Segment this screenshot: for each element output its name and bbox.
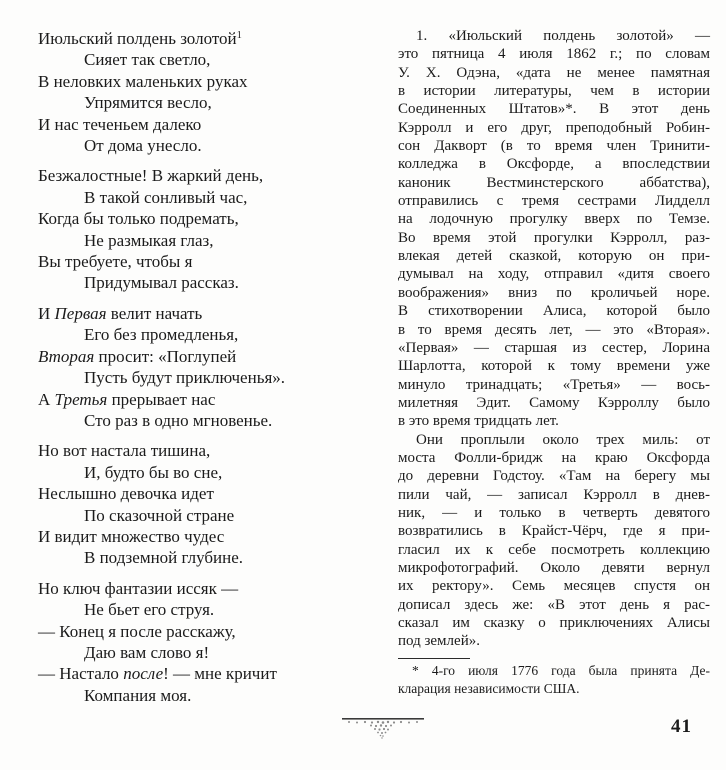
- poem-text-segment: Его без промедленья,: [84, 325, 239, 345]
- poem-text-segment: Сто раз в одно мгновенье.: [84, 410, 273, 430]
- commentary-line: гласил их к себе посмотреть коллекцию: [398, 541, 710, 558]
- footnote-line: * 4-го июля 1776 года была принята Де-: [412, 662, 710, 678]
- commentary-line: их ректору». Семь месяцев спустя он: [398, 578, 710, 595]
- commentary-line: Во время этой прогулки Кэрролл, раз-: [398, 229, 710, 246]
- poem-line: [38, 505, 353, 526]
- commentary-line: Они проплыли около трех миль: от: [416, 431, 710, 448]
- commentary-line: ник, — и только в четверть девятого: [398, 504, 710, 521]
- poem-text-segment: Придумывал рассказ.: [84, 273, 239, 293]
- poem-text-segment: По сказочной стране: [84, 505, 235, 525]
- poem-text-segment: И, будто бы во сне,: [84, 462, 223, 482]
- poem-text-segment: И: [38, 303, 55, 323]
- tailpiece-ornament: [341, 716, 425, 740]
- poem-line: [38, 49, 353, 70]
- commentary-line: в то время десять лет, — это «Вторая».: [398, 321, 710, 338]
- footnote-line: кларация независимости США.: [398, 681, 580, 697]
- poem-line: [38, 28, 353, 49]
- poem-line: [38, 621, 353, 642]
- commentary-line: микрофотографий. Около девяти вернул: [398, 559, 710, 576]
- poem-line: [38, 367, 353, 388]
- poem-line: [38, 642, 353, 663]
- poem-line: [38, 165, 353, 186]
- poem-line: [38, 303, 353, 324]
- poem-line: [38, 324, 353, 345]
- poem-line: [38, 547, 353, 568]
- commentary-line: каноник Вестминстерского аббатства),: [398, 174, 710, 191]
- poem-stanza: [38, 165, 353, 293]
- commentary-line: до деревни Годстоу. «Там на берегу мы: [398, 468, 710, 485]
- poem-line: [38, 663, 353, 684]
- commentary-line: Соединенных Штатов»*. В этот день: [398, 101, 710, 118]
- poem-text-segment: В подземной глубине.: [84, 548, 244, 568]
- commentary-line: воображения» вниз по кроличьей норе.: [398, 284, 710, 301]
- poem-text-segment: В такой сонливый час,: [84, 187, 248, 207]
- poem-line: [38, 135, 353, 156]
- commentary-line: Кэрролл и его друг, преподобный Робин-: [398, 119, 710, 136]
- poem-line: [38, 578, 353, 599]
- poem-text-segment: Но вот настала тишина,: [38, 441, 211, 461]
- poem-line: [38, 230, 353, 251]
- poem-text-segment: Но ключ фантазии иссяк —: [38, 578, 239, 598]
- poem-text-segment: — Настало: [38, 664, 124, 684]
- poem-text-segment: И видит множество чудес: [38, 526, 225, 546]
- poem-text-segment: — Конец я после расскажу,: [38, 621, 236, 641]
- footnote-separator: [398, 658, 470, 659]
- commentary-line: 1. «Июльский полдень золотой» —: [416, 28, 710, 44]
- commentary-column: [398, 27, 710, 699]
- commentary-line: колледжа в Оксфорде, а впоследствии: [398, 156, 710, 173]
- commentary-line: Шарлотта, которой к тому времени уже: [398, 358, 710, 375]
- poem-text-segment: после: [123, 664, 164, 684]
- poem-line: [38, 389, 353, 410]
- poem-text-segment: Неслышно девочка идет: [38, 484, 214, 504]
- footnote-reference-mark: 1: [236, 30, 242, 41]
- poem-line: [38, 71, 353, 92]
- commentary-line: возвратились в Крайст-Чёрч, где я при-: [398, 523, 710, 540]
- commentary-line: минуло тринадцать; «Третья» — вось-: [398, 376, 710, 393]
- poem-line: [38, 462, 353, 483]
- poem-line: [38, 251, 353, 272]
- poem-text-segment: В неловких маленьких руках: [38, 71, 248, 91]
- poem-text-segment: Первая: [54, 303, 107, 323]
- poem-text-segment: велит начать: [106, 303, 203, 323]
- poem-text-segment: Пусть будут приключенья».: [84, 368, 286, 388]
- poem-line: [38, 272, 353, 293]
- commentary-line: У. Х. Одэна, «дата не менее памятная: [398, 64, 710, 81]
- commentary-line: в истории литературы, чем в истории: [398, 83, 710, 100]
- poem-text-segment: Вы требуете, чтобы я: [38, 252, 193, 272]
- poem-text-segment: Сияет так светло,: [84, 50, 211, 70]
- poem-text-segment: Июльский полдень золотой: [38, 29, 237, 48]
- poem-text-segment: Компания моя.: [84, 685, 192, 705]
- commentary-line: сон Дакворт (в то время член Тринити-: [398, 138, 710, 155]
- commentary-line: под землей».: [398, 633, 480, 650]
- poem-text-segment: От дома унесло.: [84, 136, 202, 156]
- commentary-line: влекая детей сказкой, которую он при-: [398, 248, 710, 265]
- poem-line: [38, 92, 353, 113]
- poem-text-segment: И нас теченьем далеко: [38, 114, 202, 134]
- poem-text-segment: Третья: [54, 389, 108, 409]
- poem-text-segment: Не бьет его струя.: [84, 600, 215, 620]
- poem-stanza: [38, 578, 353, 706]
- poem-line: [38, 346, 353, 367]
- poem-line: [38, 440, 353, 461]
- poem-text-segment: Даю вам слово я!: [84, 642, 210, 662]
- poem-text-segment: прерывает нас: [107, 389, 216, 409]
- commentary-line: сказал им сказку о приключениях Алисы: [398, 615, 710, 631]
- commentary-line: милетняя Эдит. Самому Кэрроллу было: [398, 394, 710, 411]
- poem-text-segment: А: [38, 389, 55, 409]
- commentary-line: думывал на ходу, отправил «дитя своего: [398, 266, 710, 283]
- poem-line: [38, 599, 353, 620]
- commentary-line: дописал здесь же: «В этот день я рас-: [398, 596, 710, 613]
- poem-column: [38, 28, 353, 715]
- commentary-line: пили чай, — записал Кэрролл в днев-: [398, 486, 710, 503]
- poem-line: [38, 208, 353, 229]
- poem-text-segment: Когда бы только подремать,: [38, 209, 239, 229]
- poem-text-segment: Вторая: [38, 346, 95, 366]
- poem-line: [38, 685, 353, 706]
- poem-text-segment: Не размыкая глаз,: [84, 230, 214, 250]
- poem-text-segment: просит: «Поглупей: [94, 346, 237, 366]
- poem-text-segment: Упрямится весло,: [84, 93, 212, 113]
- poem-stanza: [38, 303, 353, 431]
- commentary-line: В стихотворении Алиса, которой было: [398, 303, 710, 320]
- commentary-line: «Первая» — старшая из сестер, Лорина: [398, 339, 710, 356]
- poem-line: [38, 526, 353, 547]
- poem-line: [38, 483, 353, 504]
- poem-line: [38, 410, 353, 431]
- poem-line: [38, 114, 353, 135]
- commentary-line: отправились с тремя сестрами Лидделл: [398, 193, 710, 210]
- poem-stanza: [38, 440, 353, 568]
- poem-text-segment: Безжалостные! В жаркий день,: [38, 166, 264, 186]
- commentary-line: это пятница 4 июля 1862 г.; по словам: [398, 46, 710, 63]
- poem-stanza: [38, 28, 353, 156]
- commentary-line: на лодочную прогулку вверх по Темзе.: [398, 211, 710, 228]
- page-number: 41: [671, 716, 692, 737]
- commentary-line: моста Фолли-бридж на краю Оксфорда: [398, 449, 710, 466]
- poem-line: [38, 187, 353, 208]
- commentary-line: в это время тридцать лет.: [398, 413, 559, 430]
- poem-text-segment: ! — мне кричит: [163, 664, 277, 684]
